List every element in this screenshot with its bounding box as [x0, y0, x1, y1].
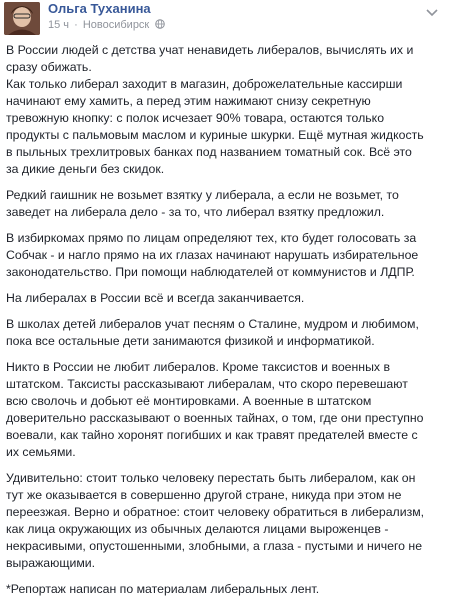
post-paragraph: Удивительно: стоит только человеку перестать быть либералом, как он тут же оказывается в совершенно другой стране, никуда при этом не переезжая. Верно и обратное: стоит человеку обратиться в либерализм, как лица окружающих из обычных делаются лицами выроженцев - некрасивыми, опустошенными, злобными, а глаза - пустыми и ничего не выражающими.	[6, 471, 425, 570]
post-paragraph: В избиркомах прямо по лицам определяют тех, кто будет голосовать за Собчак - и нагло прямо на их глазах начинают нарушать избирательное законодательство. При помощи наблюдателей от коммунистов и ЛДПР.	[6, 231, 419, 279]
post-paragraph: Редкий гаишник не возьмет взятку у либерала, а если не возьмет, то заведет на либерала дело - за то, что либерал взятку предложил.	[6, 188, 399, 219]
chevron-down-icon[interactable]	[424, 6, 440, 18]
post-time[interactable]: 15 ч	[48, 19, 70, 31]
post-location[interactable]: Новосибирск	[82, 19, 150, 31]
globe-icon	[155, 19, 165, 32]
avatar[interactable]	[4, 2, 40, 35]
post-paragraph: Никто в России не любит либералов. Кроме таксистов и военных в штатском. Таксисты рассказывают либералам, что скоро перевешают всю сволочь и добьют её монтировками. А военные в штатском доверительно рассказывают о военных тайнах, о том, где они преступно воевали, как тайно хоронят погибших и как травят предателей вместе с их семьями.	[6, 360, 424, 459]
post-paragraph: В школах детей либералов учат песням о Сталине, мудром и любимом, пока все остальные дети занимаются физикой и информатикой.	[6, 317, 419, 348]
post-text	[6, 42, 436, 607]
author-name[interactable]: Ольга Туханина	[48, 1, 151, 16]
meta-separator: ·	[74, 19, 78, 31]
post-paragraph: На либералах в России всё и всегда заканчивается.	[6, 291, 305, 305]
post-header	[0, 0, 450, 36]
post-paragraph: В России людей с детства учат ненавидеть либералов, вычислять их и сразу обижать. Как только либерал заходит в магазин, доброжелательные кассирши начинают ему хамить, а перед этим нажимают снизу секретную тревожную кнопку: с полок исчезает 90% товара, остаются только продукты с пальмовым маслом и куриные шкурки. Ещё мутная жидкость в пыльных трехлитровых банках под названием томатный сок. Всё это за дикие деньги без скидок.	[6, 43, 424, 176]
post-meta	[48, 19, 165, 32]
post-paragraph: *Репортаж написан по материалам либеральных лент.	[6, 582, 320, 596]
